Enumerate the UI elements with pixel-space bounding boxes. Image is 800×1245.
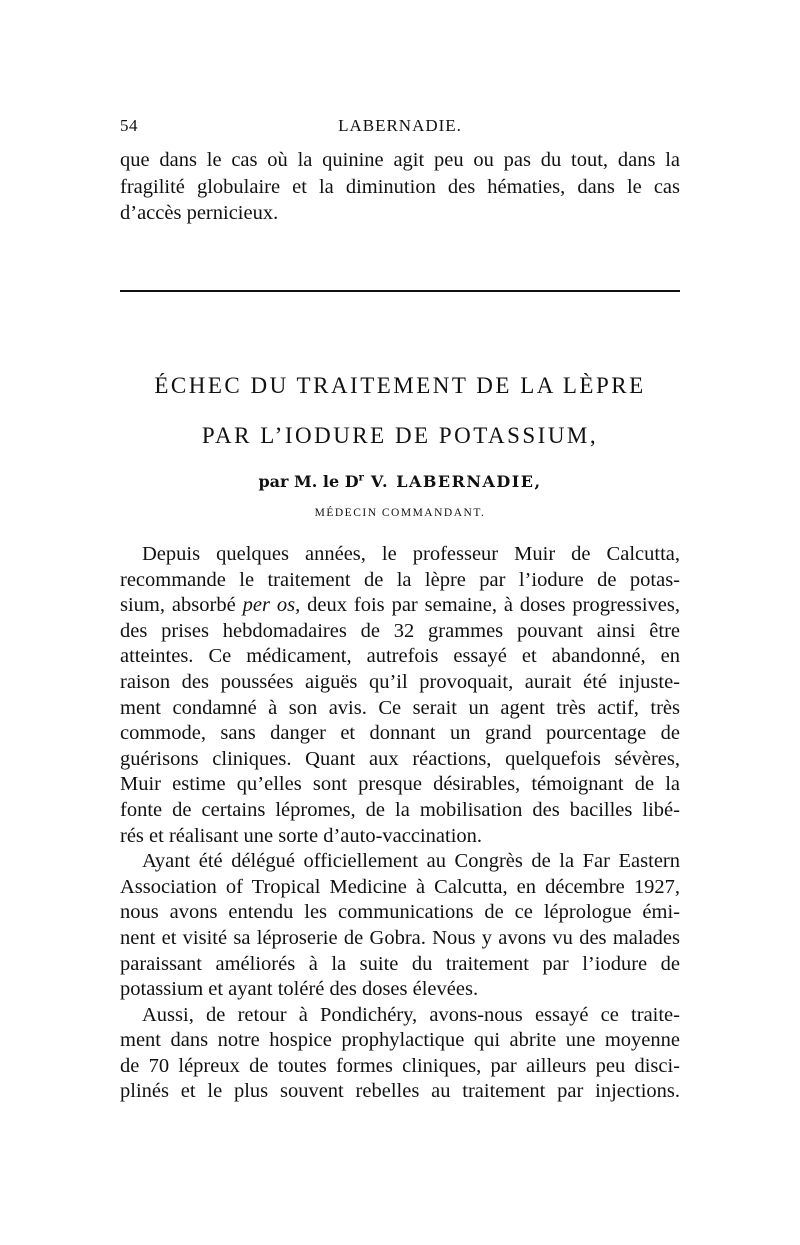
- author-byline: [100, 472, 700, 491]
- text-line: nous avons entendu les communications de ce léprologue émi-: [120, 901, 680, 924]
- text-line: que dans le cas où la quinine agit peu ou pas du tout, dans la: [120, 149, 680, 171]
- text-line: de 70 lépreux de toutes formes cliniques, par ailleurs peu disci-: [120, 1054, 680, 1077]
- paragraph-2: [120, 849, 680, 1003]
- text-segment: deux fois par semaine, à doses progressives,: [300, 594, 680, 617]
- text-line: fonte de certains lépromes, de la mobilisation des bacilles libé-: [120, 798, 680, 821]
- text-segment: sium, absorbé: [120, 594, 243, 617]
- text-line: guérisons cliniques. Quant aux réactions, quelquefois sévères,: [120, 747, 680, 770]
- text-line: ment condamné à son avis. Ce serait un agent très actif, très: [120, 696, 680, 719]
- text-line: ment dans notre hospice prophylactique qui abrite une moyenne: [120, 1029, 680, 1052]
- text-line: d’accès pernicieux.: [120, 202, 279, 224]
- section-divider: [120, 290, 680, 292]
- text-line: Depuis quelques années, le professeur Muir de Calcutta,: [142, 543, 680, 565]
- text-line: Aussi, de retour à Pondichéry, avons-nous essayé ce traite-: [142, 1003, 680, 1026]
- author-sup: r: [358, 472, 364, 484]
- article-body: [120, 542, 680, 1105]
- article-title-line-1: ÉCHEC DU TRAITEMENT DE LA LÈPRE: [154, 373, 646, 398]
- text-line: Ayant été délégué officiellement au Congrès de la Far Eastern: [142, 850, 680, 873]
- author-name: V. LABERNADIE,: [363, 472, 542, 491]
- text-line: paraissant améliorés à la suite du traitement par l’iodure de: [120, 952, 680, 975]
- text-line: rés et réalisant une sorte d’auto-vaccination.: [120, 824, 483, 847]
- text-line: raison des poussées aiguës qu’il provoquait, aurait été injuste-: [120, 670, 680, 693]
- author-rank: MÉDECIN COMMANDANT.: [314, 507, 486, 519]
- text-line: Association of Tropical Medicine à Calcutta, en décembre 1927,: [120, 875, 680, 898]
- text-line: atteintes. Ce médicament, autrefois essayé et abandonné, en: [120, 645, 680, 668]
- article-title-line-2: PAR L’IODURE DE POTASSIUM,: [201, 423, 599, 448]
- author-prefix: par M. le D: [258, 472, 359, 491]
- running-title: LABERNADIE.: [338, 116, 462, 135]
- text-line: Muir estime qu’elles sont presque désirables, témoignant de la: [120, 773, 680, 796]
- text-line: [120, 593, 680, 619]
- paragraph-3: [120, 1003, 680, 1105]
- text-line: des prises hebdomadaires de 32 grammes pouvant ainsi être: [120, 619, 680, 642]
- running-head: [120, 116, 680, 140]
- italic-latin-term: per os,: [242, 594, 301, 617]
- text-line: fragilité globulaire et la diminution des hématies, dans le cas: [120, 175, 680, 198]
- paragraph-1: [120, 542, 680, 849]
- text-line: plinés et le plus souvent rebelles au traitement par injections.: [120, 1080, 680, 1103]
- text-line: recommande le traitement de la lèpre par l’iodure de potas-: [120, 568, 680, 591]
- carry-over-paragraph: [120, 147, 680, 227]
- text-line: nent et visité sa léproserie de Gobra. Nous y avons vu des malades: [120, 926, 680, 949]
- text-line: commode, sans danger et donnant un grand pourcentage de: [120, 722, 680, 745]
- page-number: 54: [120, 116, 138, 135]
- text-line: potassium et ayant toléré des doses élevées.: [120, 978, 479, 1001]
